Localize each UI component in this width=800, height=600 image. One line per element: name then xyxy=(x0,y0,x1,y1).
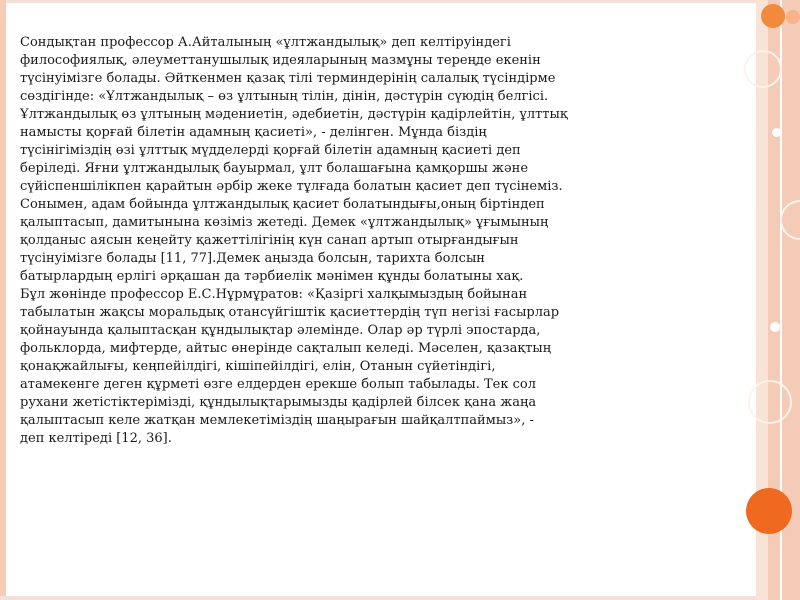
text-line: түсінуімізге болады [11, 77].Демек аңызда болсын, тарихта болсын xyxy=(20,251,485,266)
text-line: Бұл жөнінде профессор Е.С.Нұрмұратов: «Қазіргі халқымыздың бойынан xyxy=(20,287,528,302)
text-line: Сондықтан профессор А.Айталының «ұлтжандылық» деп келтіруіндегі xyxy=(20,35,511,50)
decorative-ring-icon xyxy=(748,380,792,424)
text-line: батырлардың ерлігі әрқашан да тәрбиелік мәнімен құнды болатыны хақ. xyxy=(20,269,524,284)
text-line: түсінуімізге болады. Әйткенмен қазақ тілі терминдерінің салалық түсіндірме xyxy=(20,71,556,86)
text-line: қалыптасып, дамитынына көзіміз жетеді. Демек «ұлтжандылық» ұғымының xyxy=(20,215,549,230)
text-line: Сонымен, адам бойында ұлтжандылық қасиет болатындығы,оның біртіндеп xyxy=(20,197,545,212)
text-line: қойнауында қалыптасқан құндылықтар әлемінде. Олар әр түрлі эпостарда, xyxy=(20,323,541,338)
text-line: сүйіспеншілікпен қарайтын әрбір жеке тұлғада болатын қасиет деп түсінеміз. xyxy=(20,179,563,194)
decorative-white-dot-icon xyxy=(772,128,781,137)
text-line: рухани жетістіктерімізді, құндылықтарымызды қадірлей білсек қана жаңа xyxy=(20,395,537,410)
text-line: беріледі. Яғни ұлтжандылық бауырмал, ұлт болашағына қамқоршы және xyxy=(20,161,529,176)
decorative-light-circle-icon xyxy=(786,10,800,24)
text-line: қонақжайлығы, кеңпейілдігі, кішіпейілдігі, елін, Отанын сүйетіндігі, xyxy=(20,359,496,374)
text-line: намысты қорғай білетін адамның қасиеті», - делінген. Мұнда біздің xyxy=(20,125,487,140)
decorative-orange-circle-icon xyxy=(746,488,792,534)
body-text xyxy=(20,34,740,448)
decorative-orange-circle-icon xyxy=(761,4,785,28)
text-line: сөздігінде: «Ұлтжандылық – өз ұлтының тілін, дінін, дәстүрін сүюдің белгісі. xyxy=(20,89,549,104)
text-line: табылатын жақсы моральдық отансүйгіштік қасиеттердің түп негізі ғасырлар xyxy=(20,305,560,320)
text-line: фольклорда, мифтерде, айтыс өнерінде сақталып келеді. Мәселен, қазақтың xyxy=(20,341,552,356)
text-line: түсінігіміздің өзі ұлттық мүдделерді қорғай білетін адамның қасиеті деп xyxy=(20,143,521,158)
text-line: қалыптасып келе жатқан мемлекетіміздің шаңырағын шайқалтпаймыз», - xyxy=(20,413,534,428)
slide-left-border xyxy=(0,0,6,600)
slide-top-border xyxy=(0,0,800,3)
text-line: атамекенге деген құрметі өзге елдерден ерекше болып табылады. Тек сол xyxy=(20,377,536,392)
text-line: қолданыс аясын кеңейту қажеттілігінің күн санап артып отырғандығын xyxy=(20,233,519,248)
slide-bottom-border xyxy=(0,596,800,600)
text-line: Ұлтжандылық өз ұлтының мәдениетін, әдебиетін, дәстүрін қадірлейтін, ұлттық xyxy=(20,107,568,122)
text-line: деп келтіреді [12, 36]. xyxy=(20,431,172,446)
decorative-white-dot-icon xyxy=(770,322,780,332)
text-line: философиялық, әлеуметтанушылық идеяларының мазмұны тереңде екенін xyxy=(20,53,541,68)
decorative-ring-icon xyxy=(744,50,782,88)
